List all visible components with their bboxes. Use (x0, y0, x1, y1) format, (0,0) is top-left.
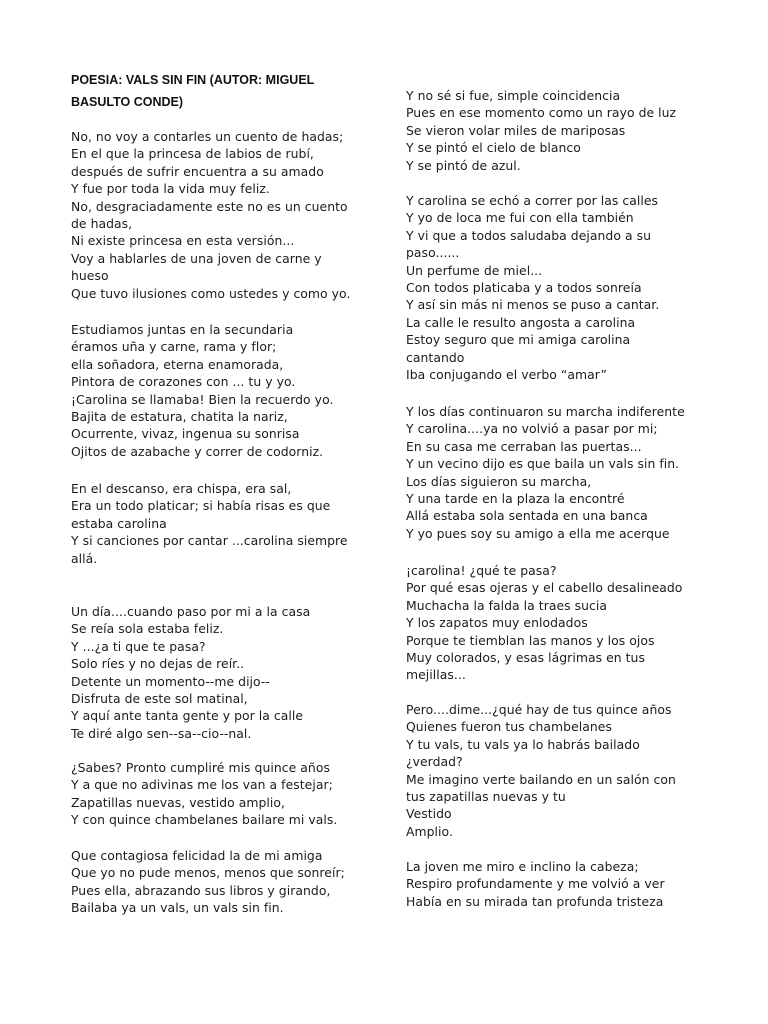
poem-line: Zapatillas nuevas, vestido amplio, (71, 794, 286, 810)
poem-line: Disfruta de este sol matinal, (71, 691, 248, 707)
poem-line: Y un vecino dijo es que baila un vals sin fin. (406, 456, 680, 472)
poem-line: Estudiamos juntas en la secundaria (71, 322, 294, 337)
poem-line: Solo ríes y no dejas de reír.. (71, 656, 245, 672)
poem-line: En el descanso, era chispa, era sal, (71, 481, 292, 496)
poem-line: Y tu vals, tu vals ya lo habrás bailado (406, 736, 640, 752)
poem-line: Y los días continuaron su marcha indiferente (406, 404, 685, 419)
stanza (71, 847, 345, 917)
poem-line: Había en su mirada tan profunda tristeza (406, 893, 664, 909)
poem-line: Y yo de loca me fui con ella también (406, 210, 634, 226)
poem-line: ¡carolina! ¿qué te pasa? (406, 563, 557, 578)
poem-line: Se vieron volar miles de mariposas (406, 122, 626, 138)
poem-line: Y así sin más ni menos se puso a cantar. (406, 297, 660, 313)
poem-line: La calle le resulto angosta a carolina (406, 314, 636, 330)
poem-line: de hadas, (71, 216, 133, 232)
poem-line: Porque te tiemblan las manos y los ojos (406, 632, 655, 648)
poem-line: Y a que no adivinas me los van a festejar; (71, 777, 333, 793)
poem-line: La joven me miro e inclino la cabeza; (406, 859, 639, 874)
poem-line: Y no sé si fue, simple coincidencia (406, 88, 621, 103)
poem-line: Quienes fueron tus chambelanes (406, 719, 612, 735)
poem-line: Muchacha la falda la traes sucia (406, 597, 608, 613)
poem-line: Muy colorados, y esas lágrimas en tus (406, 650, 645, 666)
poem-line: ¿Sabes? Pronto cumpliré mis quince años (71, 760, 330, 775)
poem-line: Y yo pues soy su amigo a ella me acerque (406, 525, 670, 541)
poem-line: paso...... (406, 245, 460, 261)
poem-line: Pintora de corazones con ... tu y yo. (71, 374, 296, 390)
poem-line: Y carolina....ya no volvió a pasar por mi; (406, 421, 658, 437)
poem-line: Un perfume de miel... (406, 262, 543, 278)
poem-line: Y los zapatos muy enlodados (406, 615, 588, 631)
poem-line: Me imagino verte bailando en un salón con (406, 771, 676, 787)
poem-line: Vestido (406, 806, 452, 822)
poem-line: En su casa me cerraban las puertas... (406, 438, 642, 454)
poem-line: tus zapatillas nuevas y tu (406, 789, 566, 805)
stanza (406, 858, 665, 910)
poem-line: Y fue por toda la vida muy feliz. (71, 181, 270, 197)
poem-line: Estoy seguro que mi amiga carolina (406, 332, 631, 348)
stanza (71, 759, 337, 829)
poem-line: Bailaba ya un vals, un vals sin fin. (71, 900, 284, 916)
poem-line: Ocurrente, vivaz, ingenua su sonrisa (71, 426, 300, 442)
poem-line: No, no voy a contarles un cuento de hadas; (71, 129, 344, 144)
poem-line: Ojitos de azabache y correr de codorniz. (71, 443, 324, 459)
poem-line: estaba carolina (71, 515, 167, 531)
poem-line: Voy a hablarles de una joven de carne y (71, 250, 322, 266)
poem-line: ¿verdad? (406, 754, 463, 770)
poem-line: Ni existe princesa en esta versión... (71, 233, 295, 249)
poem-line: Te diré algo sen--sa--cio--nal. (71, 725, 252, 741)
poem-title: POESIA: VALS SIN FIN (AUTOR: MIGUEL BASULTO CONDE) (71, 73, 315, 109)
poem-line: Allá estaba sola sentada en una banca (406, 508, 648, 524)
stanza (406, 403, 685, 542)
poem-line: Amplio. (406, 823, 453, 839)
stanza (406, 87, 676, 174)
stanza (406, 701, 676, 840)
poem-line: Y se pintó el cielo de blanco (406, 140, 581, 156)
stanza (71, 128, 350, 302)
poem-line: después de sufrir encuentra a su amado (71, 163, 324, 179)
poem-line: Que contagiosa felicidad la de mi amiga (71, 848, 323, 863)
poem-line: éramos uña y carne, rama y flor; (71, 339, 277, 355)
stanza (406, 192, 659, 383)
poem-line: Respiro profundamente y me volvió a ver (406, 876, 665, 892)
poem-line: Y ...¿a ti que te pasa? (71, 638, 206, 654)
poem-line: Y se pintó de azul. (406, 157, 521, 173)
poem-line: allá. (71, 550, 98, 566)
poem-line: Y si canciones por cantar ...carolina siempre (71, 533, 348, 549)
poem-line: Que tuvo ilusiones como ustedes y como yo. (71, 285, 351, 301)
poem-line: Y una tarde en la plaza la encontré (406, 491, 625, 507)
poem-line: mejillas... (406, 667, 466, 683)
poem-line: ella soñadora, eterna enamorada, (71, 356, 284, 372)
poem-line: Los días siguieron su marcha, (406, 473, 592, 489)
stanza (71, 321, 333, 460)
poem-line: Bajita de estatura, chatita la nariz, (71, 409, 288, 425)
poem-line: cantando (406, 349, 465, 365)
poem-line: Pues en ese momento como un rayo de luz (406, 105, 677, 121)
poem-line: Era un todo platicar; si había risas es que (71, 498, 331, 514)
poem-line: ¡Carolina se llamaba! Bien la recuerdo yo. (71, 391, 334, 407)
stanza (71, 603, 310, 742)
poem-line: Y aquí ante tanta gente y por la calle (71, 708, 304, 724)
poem-line: Se reía sola estaba feliz. (71, 621, 224, 637)
stanza (406, 562, 682, 684)
stanza (71, 480, 348, 567)
poem-line: Y vi que a todos saludaba dejando a su (406, 227, 652, 243)
poem-line: Detente un momento--me dijo-- (71, 673, 270, 689)
poem-line: Un día....cuando paso por mi a la casa (71, 604, 311, 619)
poem-line: No, desgraciadamente este no es un cuento (71, 198, 348, 214)
poem-line: Que yo no pude menos, menos que sonreír; (71, 865, 345, 881)
poem-line: Pues ella, abrazando sus libros y girando, (71, 882, 331, 898)
poem-line: Pero....dime...¿qué hay de tus quince años (406, 702, 672, 717)
poem-line: Y carolina se echó a correr por las calles (406, 193, 659, 208)
poem-line: Por qué esas ojeras y el cabello desalineado (406, 580, 683, 596)
poem-line: Iba conjugando el verbo “amar” (406, 367, 607, 383)
poem-line: Con todos platicaba y a todos sonreía (406, 280, 642, 296)
poem-line: Y con quince chambelanes bailare mi vals. (71, 812, 338, 828)
poem-line: En el que la princesa de labios de rubí, (71, 146, 314, 162)
poem-line: hueso (71, 268, 109, 284)
